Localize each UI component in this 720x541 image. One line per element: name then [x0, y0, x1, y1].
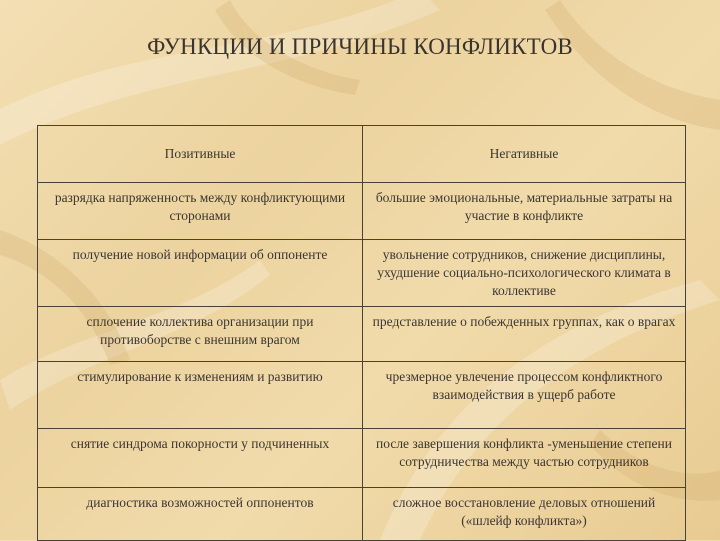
slide-title: ФУНКЦИИ И ПРИЧИНЫ КОНФЛИКТОВ: [147, 34, 573, 59]
header-positive: Позитивные: [38, 126, 363, 183]
positive-cell: снятие синдрома покорности у подчиненных: [38, 429, 363, 488]
header-negative: Негативные: [363, 126, 686, 183]
table-row: [38, 362, 686, 429]
negative-cell: большие эмоциональные, материальные затраты на участие в конфликте: [363, 183, 686, 240]
table-row: [38, 429, 686, 488]
negative-cell: увольнение сотрудников, снижение дисциплины, ухудшение социально-психологического климата в коллективе: [363, 240, 686, 307]
table-header-row: [38, 126, 686, 183]
table-row: [38, 240, 686, 307]
positive-cell: разрядка напряженность между конфликтующими сторонами: [38, 183, 363, 240]
table-row: [38, 183, 686, 240]
positive-cell: сплочение коллектива организации при противоборстве с внешним врагом: [38, 307, 363, 362]
negative-cell: чрезмерное увлечение процессом конфликтного взаимодействия в ущерб работе: [363, 362, 686, 429]
positive-cell: стимулирование к изменениям и развитию: [38, 362, 363, 429]
table-row: [38, 488, 686, 541]
negative-cell: представление о побежденных группах, как о врагах: [363, 307, 686, 362]
positive-cell: диагностика возможностей оппонентов: [38, 488, 363, 541]
positive-cell: получение новой информации об оппоненте: [38, 240, 363, 307]
table-row: [38, 307, 686, 362]
negative-cell: после завершения конфликта -уменьшение степени сотрудничества между частью сотрудников: [363, 429, 686, 488]
functions-causes-table: [37, 125, 686, 541]
negative-cell: сложное восстановление деловых отношений («шлейф конфликта»): [363, 488, 686, 541]
